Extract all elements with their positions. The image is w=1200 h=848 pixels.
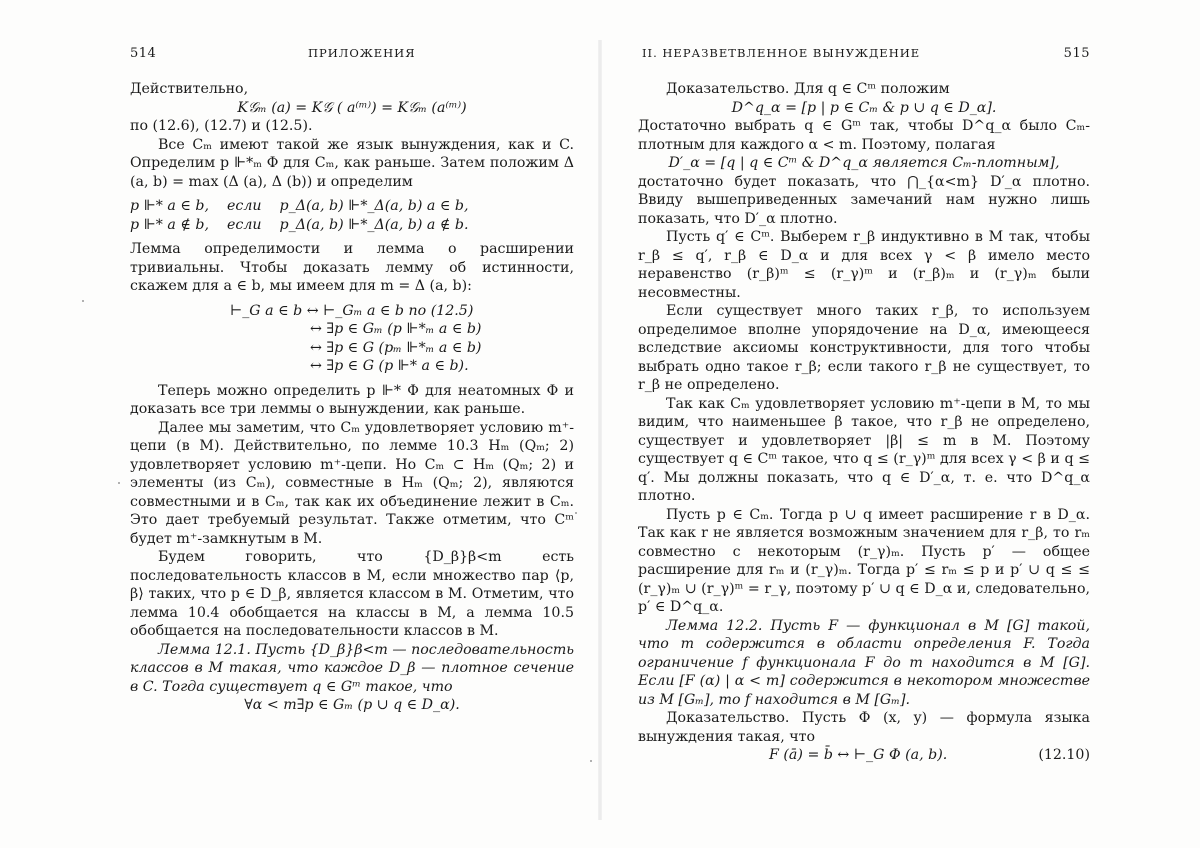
formula: ↔ ∃p ∈ G (p ⊩* a ∈ b). [310, 358, 469, 374]
equation-text: F (ā) = b̄ ↔ ⊢_G Φ (a, b). [769, 747, 948, 763]
left-header-title: ПРИЛОЖЕНИЯ [308, 46, 416, 60]
formula: D^q_α = [p | p ∈ Cₘ & p ∪ q ∈ D_α]. [731, 99, 997, 116]
paragraph: Если существует много таких r_β, то используем определимое вполне упорядочение на D_α, имеющееся вследствие аксиомы конструктивности, для того чтобы выбрать одно такое r_β; если такого r_β не существует, то r_β не определено. [638, 303, 1090, 393]
formula: ⊢_G a ∈ b ↔ ⊢_Gₘ a ∈ b по (12.5) [230, 302, 474, 319]
paragraph: Действительно, [130, 81, 249, 97]
scan-speck [118, 482, 120, 484]
equation-12-10 [638, 746, 1090, 765]
lemma-12-2: Лемма 12.2. Пусть F — функционал в M [G] такой, что m содержится в области определения F. Тогда ограничение f функционала F до m находится в M [G]. Если [F (α) | α < m] содержится в некотором множестве из M [Gₘ], то f находится в M [Gₘ]. [638, 617, 1090, 708]
formula: p ⊩* a ∉ b, если p_Δ(a, b) ⊩*_Δ(a, b) a ∉ b. [130, 216, 469, 233]
paragraph: Теперь можно определить p ⊩* Φ для неатомных Φ и доказать все три леммы о вынуждении, как раньше. [130, 382, 574, 417]
paragraph: достаточно будет показать, что ⋂_{α<m} D′_α плотно. Ввиду вышеприведенных замечаний нам нужно лишь показать, что D′_α плотно. [638, 173, 1090, 227]
right-page [600, 0, 1200, 848]
left-running-header [130, 46, 574, 68]
formula: K𝒢ₘ (a) = K𝒢 ( a⁽ᵐ⁾) = K𝒢ₘ (a⁽ᵐ⁾) [237, 99, 467, 116]
paragraph: Лемма определимости и лемма о расширении тривиальны. Чтобы доказать лемму об истинности, скажем для a ∈ b, мы имеем для m = Δ (a, b): [130, 241, 574, 294]
formula: p ⊩* a ∈ b, если p_Δ(a, b) ⊩*_Δ(a, b) a ∈ b, [130, 198, 469, 214]
paragraph: Далее мы заметим, что Cₘ удовлетворяет условию m⁺-цепи (в M). Действительно, по лемме 10.3 Hₘ (Qₘ; 2) удовлетворяет условию m⁺-цепи. Но Cₘ ⊂ Hₘ (Qₘ; 2) и элементы (из Cₘ), совместные в Hₘ (Qₘ; 2), являются совместными и в Cₘ, так как их объединение лежит в Cₘ. Это дает требуемый результат. Также отметим, что Cᵐ будет m⁺-замкнутым в M. [130, 419, 574, 547]
proof-heading: Доказательство. Для q ∈ Cᵐ положим [666, 81, 950, 97]
proof-heading: Доказательство. Пусть Φ (x, y) — формула языка вынуждения такая, что [638, 710, 1090, 745]
formula: ↔ ∃p ∈ Gₘ (p ⊩*ₘ a ∈ b) [310, 321, 482, 337]
paragraph: Так как Cₘ удовлетворяет условию m⁺-цепи в M, то мы видим, что наименьшее β такое, что r_β не определено, существует и удовлетворяет |β| ≤ m в M. Поэтому существует q ∈ Cᵐ такое, что q ≤ (r_γ)ᵐ для всех γ < β и q ≤ q′. Мы должны показать, что q ∈ D′_α, т. е. что D^q_α плотно. [638, 395, 1090, 504]
scan-speck [590, 760, 592, 762]
left-body-text [130, 80, 574, 715]
paragraph: по (12.6), (12.7) и (12.5). [130, 118, 313, 134]
paragraph: Пусть q′ ∈ Cᵐ. Выберем r_β индуктивно в M так, чтобы r_β ≤ q′, r_β ∈ D_α и для всех γ < β имело место неравенство (r_β)ᵐ ≤ (r_γ)ᵐ и (r_β)ₘ и (r_γ)ₘ были несовместны. [638, 229, 1090, 301]
paragraph: Пусть p ∈ Cₘ. Тогда p ∪ q имеет расширение r в D_α. Так как r не является возможным значением для r_β, то rₘ совместно с некоторым (r_γ)ₘ. Пусть p′ — общее расширение для rₘ и (r_γ)ₘ. Тогда p′ ≤ rₘ ≤ p и p′ ∪ q ≤ ≤ (r_γ)ₘ ∪ (r_γ)ᵐ = r_γ, поэтому p′ ∪ q ∈ D_α и, следовательно, p′ ∈ D^q_α. [638, 506, 1090, 615]
right-header-title: II. НЕРАЗВЕТВЛЕННОЕ ВЫНУЖДЕНИЕ [642, 46, 921, 60]
paragraph: Достаточно выбрать q ∈ Gᵐ так, чтобы D^q_α было Cₘ-плотным для каждого α < m. Поэтому, полагая [638, 118, 1090, 153]
right-page-number: 515 [1063, 46, 1090, 61]
formula: ∀α < m∃p ∈ Gₘ (p ∪ q ∈ D_α). [244, 697, 460, 713]
left-page-number: 514 [130, 46, 157, 61]
paragraph: Будем говорить, что {D_β}β<m есть последовательность классов в M, если множество пар ⟨p, β⟩ таких, что p ∈ D_β, является классом в M. Отметим, что лемма 10.4 обобщается на классы в M, а лемма 10.5 обобщается на последовательности классов в M. [130, 549, 574, 639]
equation-number: (12.10) [1038, 747, 1090, 763]
formula: ↔ ∃p ∈ G (pₘ ⊩*ₘ a ∈ b) [310, 339, 482, 356]
scan-speck [82, 300, 84, 302]
paragraph: Все Cₘ имеют такой же язык вынуждения, как и C. Определим p ⊩*ₘ Φ для Cₘ, как раньше. Затем положим Δ (a, b) = max (Δ (a), Δ (b)) и определим [130, 136, 574, 190]
scan-speck [575, 512, 577, 514]
formula: D′_α = [q | q ∈ Cᵐ & D^q_α является Cₘ-плотным], [668, 155, 1060, 171]
right-running-header [638, 46, 1090, 68]
lemma-12-1: Лемма 12.1. Пусть {D_β}β<m — последовательность классов в M такая, что каждое D_β — плотное сечение в C. Тогда существует q ∈ Gᵐ такое, что [130, 641, 574, 695]
right-body-text [638, 80, 1090, 765]
